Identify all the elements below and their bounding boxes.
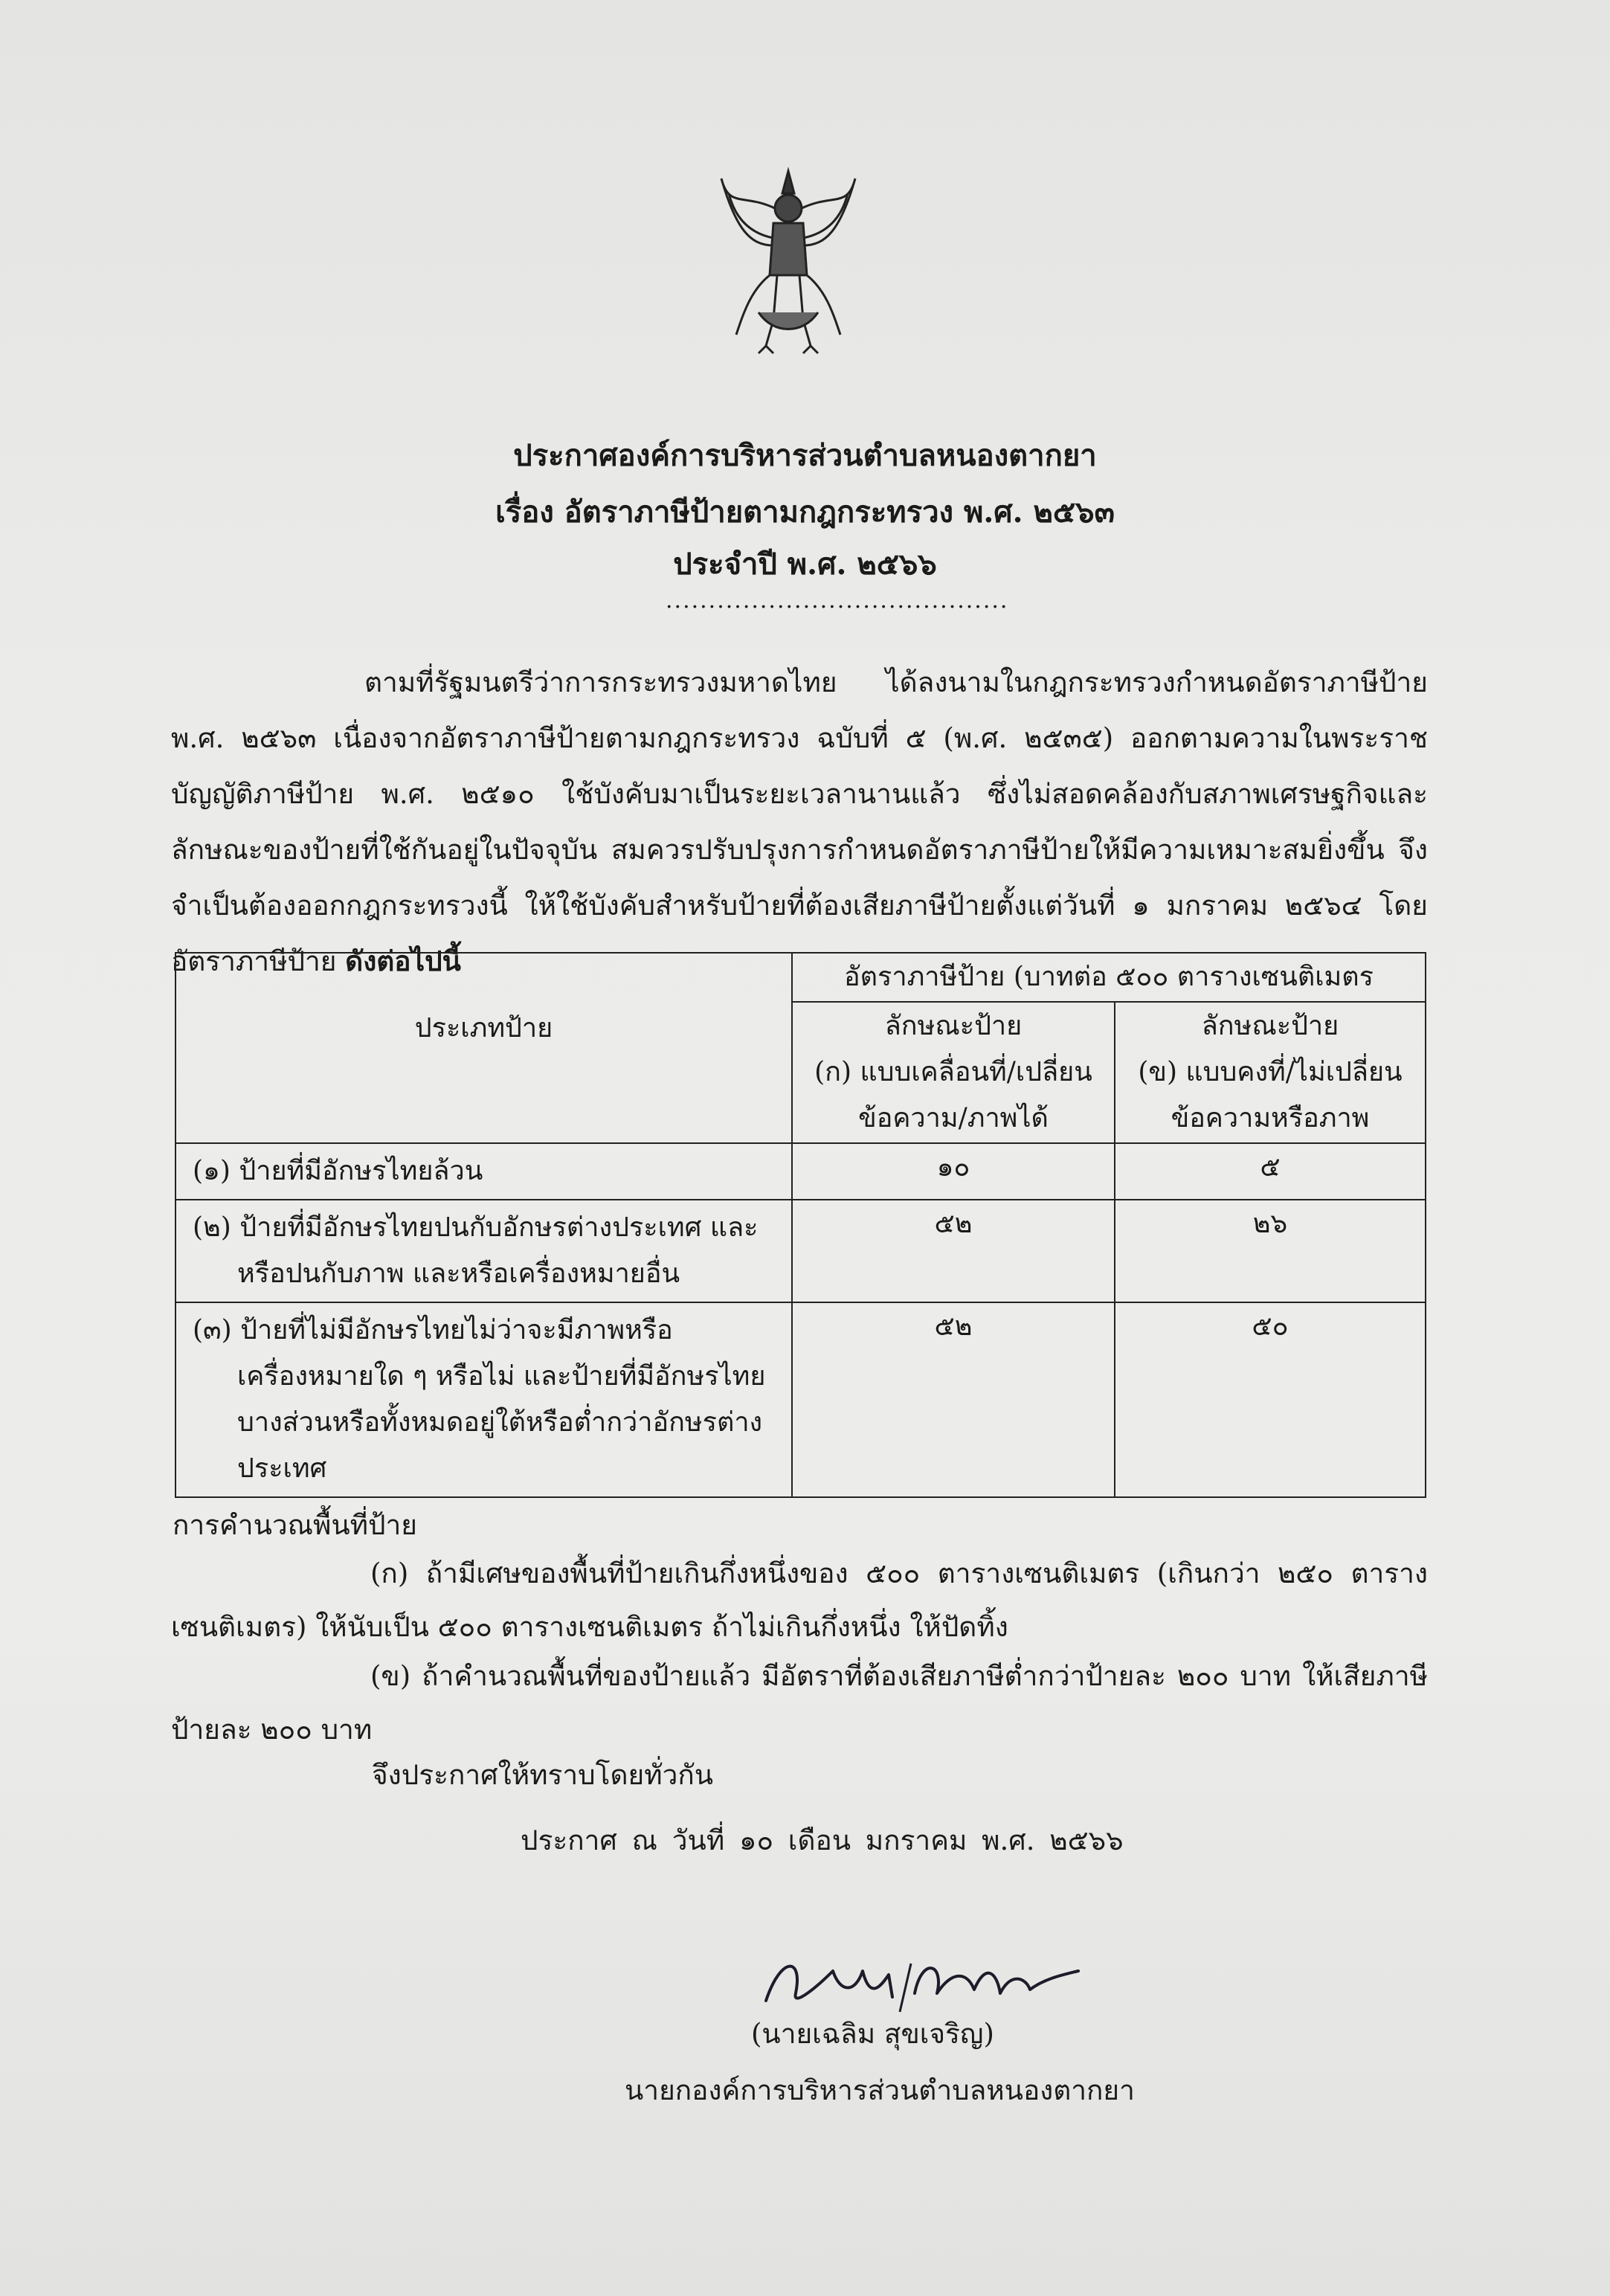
- calculation-title: การคำนวณพื้นที่ป้าย: [173, 1509, 417, 1541]
- closing-announce: จึงประกาศให้ทราบโดยทั่วกัน: [372, 1759, 714, 1791]
- table-row: [176, 1143, 1426, 1200]
- announcement-date: ประกาศ ณ วันที่ ๑๐ เดือน มกราคม พ.ศ. ๒๕๖๖: [521, 1824, 1124, 1856]
- col-b-line1: ลักษณะป้าย: [1201, 1011, 1339, 1041]
- announcement-subject: เรื่อง อัตราภาษีป้ายตามกฎกระทรวง พ.ศ. ๒๕๖๓: [495, 495, 1115, 530]
- table-row: [176, 1200, 1426, 1302]
- body-text: ตามที่รัฐมนตรีว่าการกระทรวงมหาดไทย ได้ลงนามในกฎกระทรวงกำหนดอัตราภาษีป้าย พ.ศ. ๒๕๖๓ เนื่องจากอัตราภาษีป้ายตามกฎกระทรวง ฉบับที่ ๕ (พ.ศ. ๒๕๓๕) ออกตามความในพระราชบัญญัติภาษีป้าย พ.ศ. ๒๕๑๐ ใช้บังคับมาเป็นระยะเวลานานแล้ว ซึ่งไม่สอดคล้องกับสภาพเศรษฐกิจและลักษณะของป้ายที่ใช้กันอยู่ในปัจจุบัน สมควรปรับปรุงการกำหนดอัตราภาษีป้ายให้มีความเหมาะสมยิ่งขึ้น จึงจำเป็นต้องออกกฎกระทรวงนี้ ให้ใช้บังคับสำหรับป้ายที่ต้องเสียภาษีป้ายตั้งแต่วันที่ ๑ มกราคม ๒๕๖๔ โดยอัตราภาษีป้าย: [171, 666, 1428, 977]
- row-rate-b: ๕๐: [1115, 1302, 1426, 1497]
- col-a-header: [792, 1002, 1115, 1143]
- col-b-line3: ข้อความหรือภาพ: [1171, 1103, 1370, 1133]
- col-b-line2: (ข) แบบคงที่/ไม่เปลี่ยน: [1138, 1057, 1403, 1087]
- signer-name: (นายเฉลิม สุขเจริญ): [751, 2018, 994, 2050]
- separator-dots: ........................................: [666, 588, 1009, 614]
- col-a-line1: ลักษณะป้าย: [884, 1011, 1023, 1041]
- row-rate-a: ๕๒: [792, 1302, 1115, 1497]
- body-paragraph: [171, 655, 1428, 989]
- rule-a: [171, 1547, 1428, 1654]
- col-type-header: ประเภทป้าย: [176, 953, 792, 1143]
- row-rate-a: ๕๒: [792, 1200, 1115, 1302]
- tax-rate-table: [175, 952, 1426, 1498]
- rule-b: [171, 1650, 1428, 1757]
- row-rate-a: ๑๐: [792, 1143, 1115, 1200]
- row-type: (๓) ป้ายที่ไม่มีอักษรไทยไม่ว่าจะมีภาพหรือเครื่องหมายใด ๆ หรือไม่ และป้ายที่มีอักษรไทยบางส่วนหรือทั้งหมดอยู่ใต้หรือต่ำกว่าอักษรต่างประเทศ: [176, 1302, 792, 1497]
- garuda-emblem-icon: [714, 164, 863, 357]
- table-row: [176, 1302, 1426, 1497]
- col-a-line2: (ก) แบบเคลื่อนที่/เปลี่ยน: [814, 1057, 1092, 1087]
- announcement-year: ประจำปี พ.ศ. ๒๕๖๖: [673, 547, 937, 582]
- rule-b-text: (ข) ถ้าคำนวณพื้นที่ของป้ายแล้ว มีอัตราที่ต้องเสียภาษีต่ำกว่าป้ายละ ๒๐๐ บาท ให้เสียภาษีป้ายละ ๒๐๐ บาท: [171, 1660, 1428, 1746]
- rate-header: อัตราภาษีป้าย (บาทต่อ ๕๐๐ ตารางเซนติเมตร: [792, 953, 1426, 1002]
- announcement-title: ประกาศองค์การบริหารส่วนตำบลหนองตากยา: [513, 438, 1097, 473]
- col-a-line3: ข้อความ/ภาพได้: [858, 1103, 1049, 1133]
- col-b-header: [1115, 1002, 1426, 1143]
- row-type: (๑) ป้ายที่มีอักษรไทยล้วน: [176, 1143, 792, 1200]
- row-type: (๒) ป้ายที่มีอักษรไทยปนกับอักษรต่างประเทศ และหรือปนกับภาพ และหรือเครื่องหมายอื่น: [176, 1200, 792, 1302]
- body-tail: ดังต่อไปนี้: [345, 945, 461, 977]
- row-rate-b: ๕: [1115, 1143, 1426, 1200]
- signer-position: นายกองค์การบริหารส่วนตำบลหนองตากยา: [625, 2074, 1135, 2106]
- rule-a-text: (ก) ถ้ามีเศษของพื้นที่ป้ายเกินกึ่งหนึ่งของ ๕๐๐ ตารางเซนติเมตร (เกินกว่า ๒๕๐ ตารางเซนติเมตร) ให้นับเป็น ๕๐๐ ตารางเซนติเมตร ถ้าไม่เกินกึ่งหนึ่ง ให้ปัดทิ้ง: [171, 1557, 1428, 1643]
- row-rate-b: ๒๖: [1115, 1200, 1426, 1302]
